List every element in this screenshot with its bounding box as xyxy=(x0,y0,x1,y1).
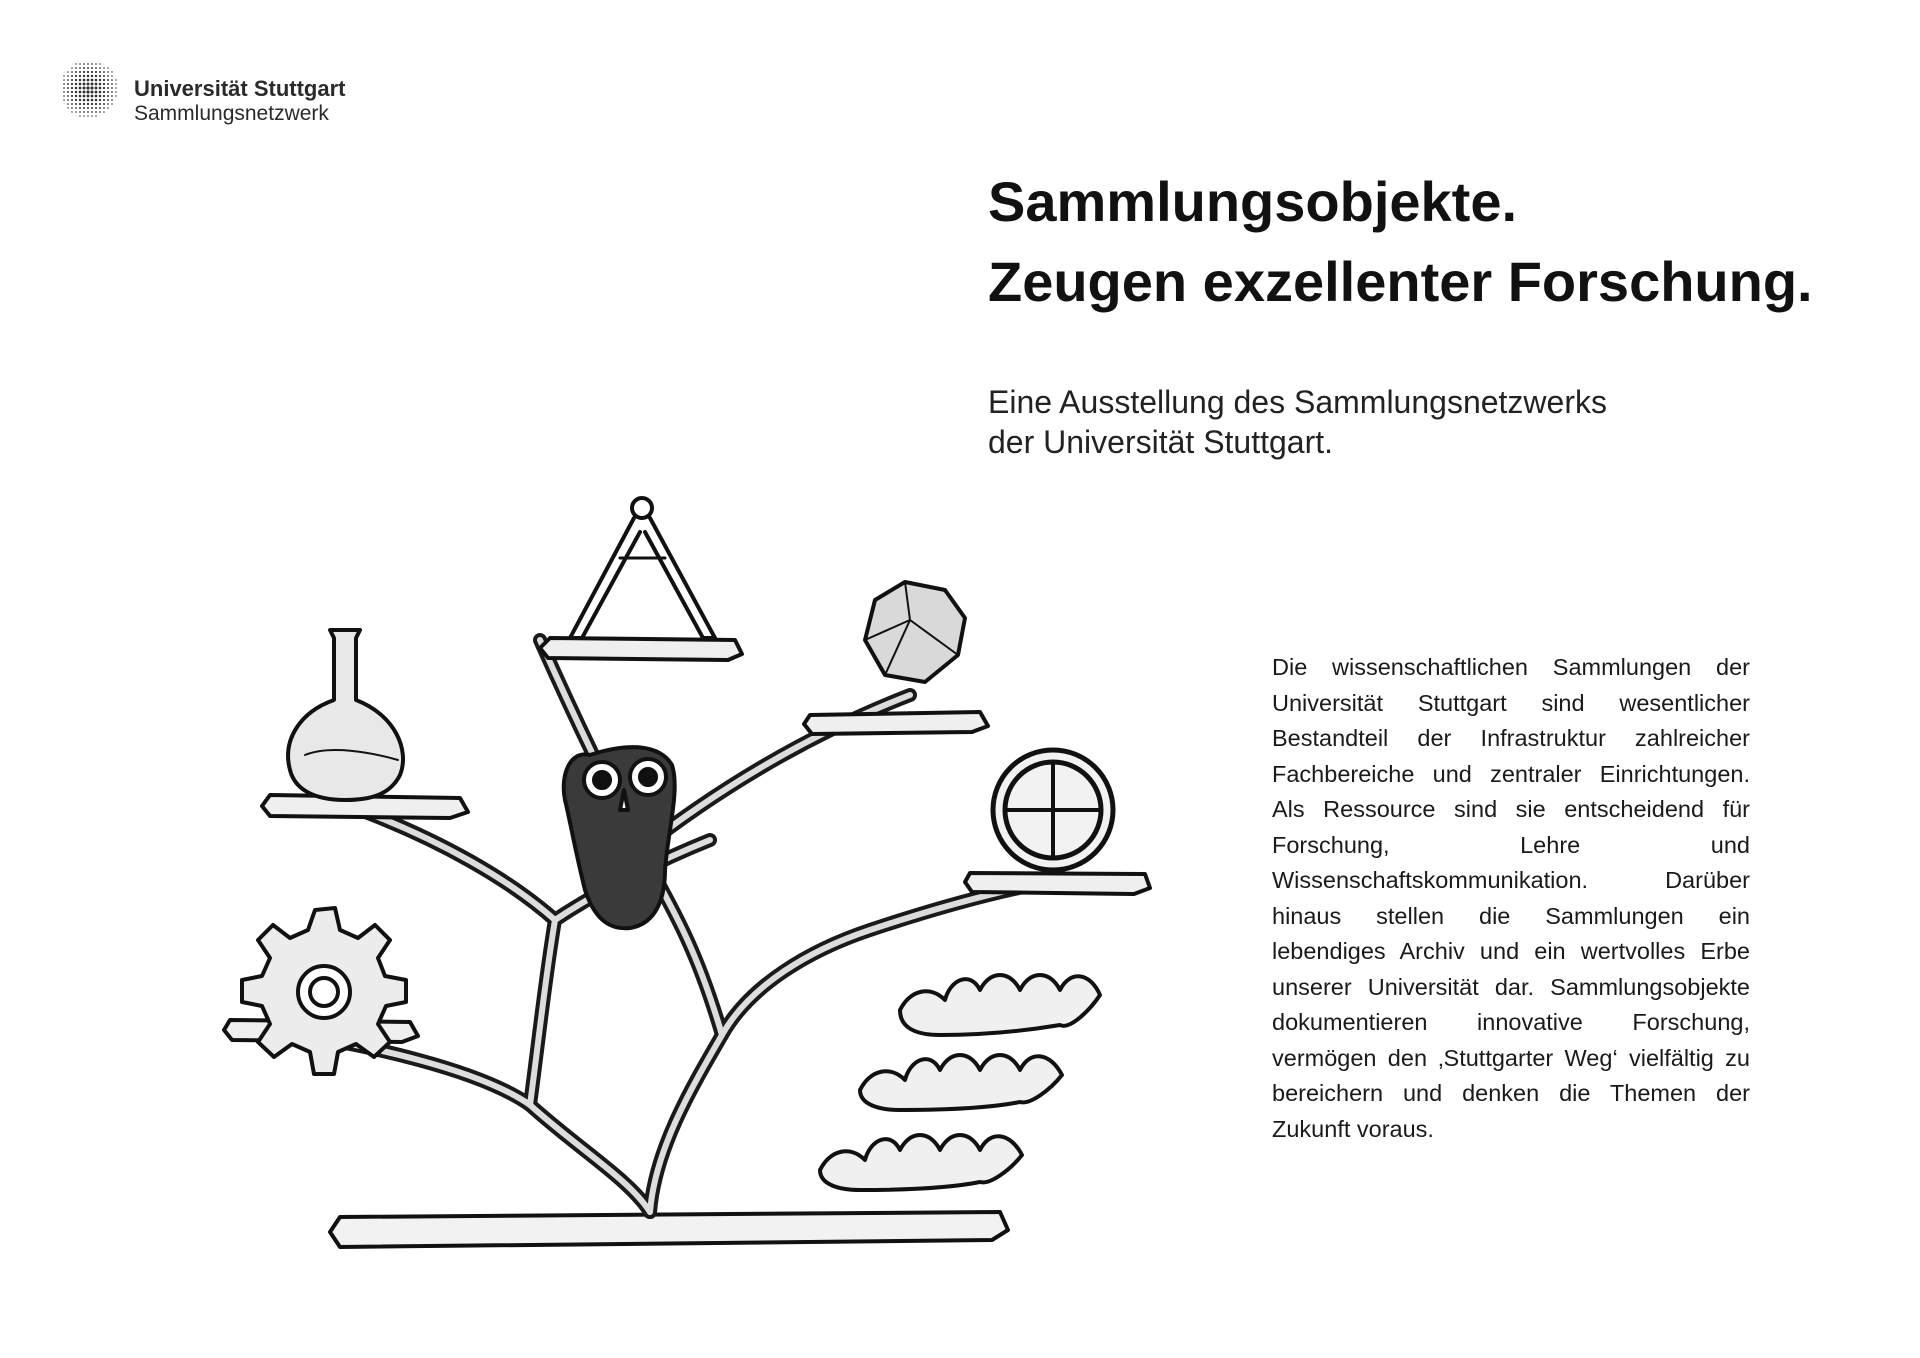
title-line-2: Zeugen exzellenter Forschung. xyxy=(988,250,1813,313)
subtitle-line-2: der Universität Stuttgart. xyxy=(988,424,1334,460)
compass-icon xyxy=(570,498,715,638)
subtitle-line-1: Eine Ausstellung des Sammlungsnetzwerks xyxy=(988,384,1607,420)
body-paragraph: Die wissenschaftlichen Sammlungen der Universität Stuttgart sind wesentlicher Bestandteil der Infrastruktur zahlreicher Fachbereiche und zentraler Einrichtungen. Als Ressource sind sie entscheidend für Forschung, Lehre und Wissenschaftskommunikation. Darüber hinaus stellen die Sammlungen ein lebendiges Archiv und ein wertvolles Erbe unserer Universität dar. Sammlungsobjekte dokumentieren innovative Forschung, vermögen den ‚Stuttgarter Weg‘ vielfältig zu bereichern und denken die Themen der Zukunft voraus. xyxy=(1272,654,1750,1142)
page-title xyxy=(988,162,1868,322)
university-dot-globe-logo-icon xyxy=(58,58,120,120)
page-subtitle xyxy=(988,382,1868,462)
crystal-icon xyxy=(865,582,965,682)
window-wheel-icon xyxy=(993,750,1113,870)
title-line-1: Sammlungsobjekte. xyxy=(988,170,1518,233)
gear-icon xyxy=(242,908,406,1074)
org-name: Universität Stuttgart xyxy=(134,76,346,101)
base-plate xyxy=(330,1212,1008,1247)
org-subtitle: Sammlungsnetzwerk xyxy=(134,102,329,125)
collection-tree-illustration xyxy=(210,490,1170,1260)
university-logo xyxy=(58,58,378,130)
waves-icon xyxy=(820,975,1100,1190)
flask-icon xyxy=(288,630,403,800)
